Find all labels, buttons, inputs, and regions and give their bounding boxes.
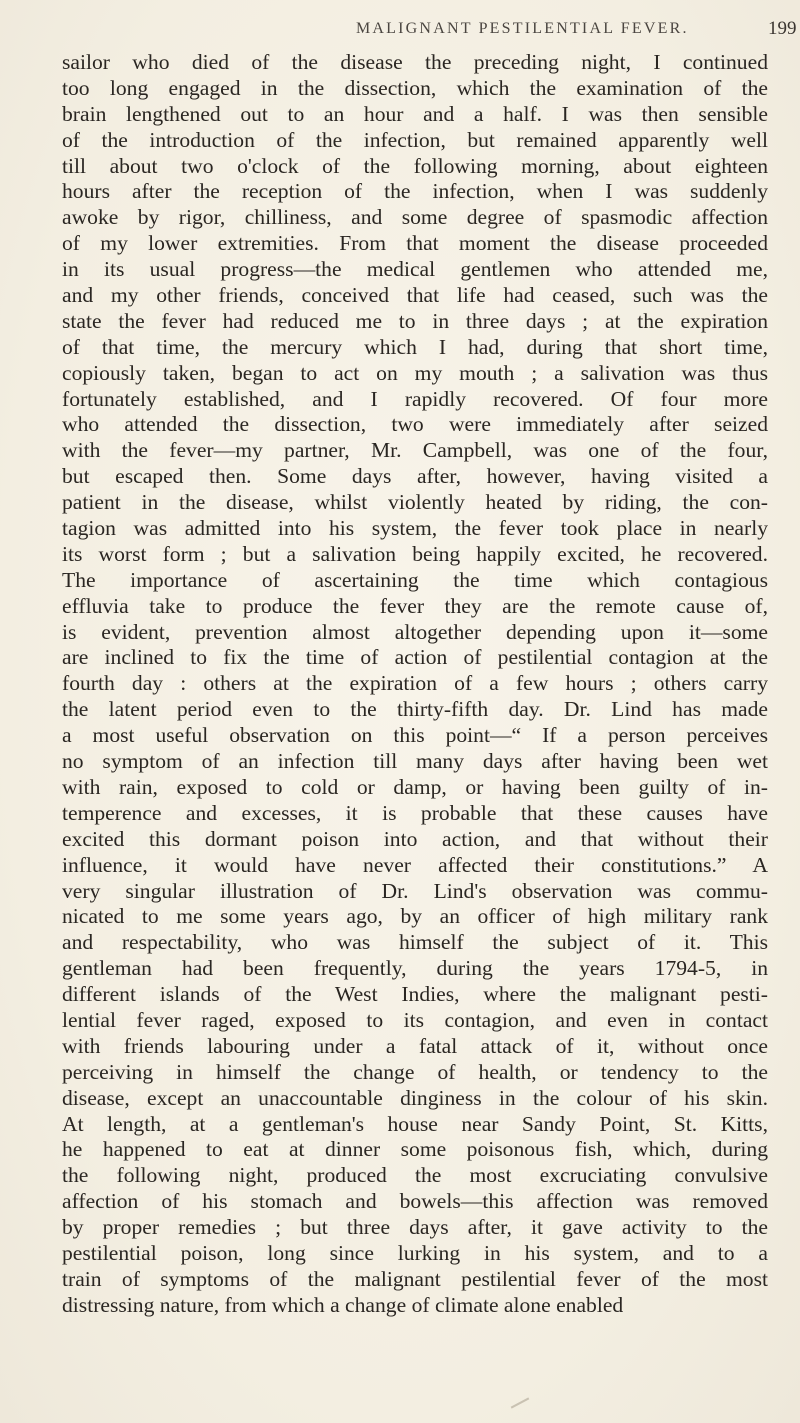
text-line: but escaped then. Some days after, however, having visited a bbox=[62, 464, 768, 489]
text-line: with friends labouring under a fatal attack of it, without once bbox=[62, 1033, 768, 1058]
text-line: is evident, prevention almost altogether depending upon it—some bbox=[62, 619, 768, 644]
text-line: till about two o'clock of the following morning, about eighteen bbox=[62, 153, 768, 178]
text-line: he happened to eat at dinner some poisonous fish, which, during bbox=[62, 1137, 768, 1162]
text-line: pestilential poison, long since lurking in his system, and to a bbox=[62, 1240, 768, 1265]
text-line: hours after the reception of the infection, when I was suddenly bbox=[62, 179, 768, 204]
text-line: of the introduction of the infection, but remained apparently well bbox=[62, 127, 768, 152]
text-line: too long engaged in the dissection, which the examination of the bbox=[62, 75, 768, 100]
text-line: are inclined to fix the time of action of pestilential contagion at the bbox=[62, 645, 768, 670]
page-number: 199 bbox=[768, 18, 797, 39]
text-line: effluvia take to produce the fever they are the remote cause of, bbox=[62, 593, 768, 618]
text-line: affection of his stomach and bowels—this affection was removed bbox=[62, 1189, 768, 1214]
text-line: tagion was admitted into his system, the fever took place in nearly bbox=[62, 516, 768, 541]
text-line: distressing nature, from which a change of climate alone enabled bbox=[62, 1292, 624, 1317]
text-line: awoke by rigor, chilliness, and some degree of spasmodic affection bbox=[62, 205, 768, 230]
text-line: lential fever raged, exposed to its contagion, and even in contact bbox=[62, 1007, 768, 1032]
text-line: in its usual progress—the medical gentlemen who attended me, bbox=[62, 257, 768, 282]
text-line: gentleman had been frequently, during the years 1794-5, in bbox=[62, 956, 768, 981]
text-line: patient in the disease, whilst violently heated by riding, the con- bbox=[62, 490, 768, 515]
running-head: MALIGNANT PESTILENTIAL FEVER. bbox=[356, 20, 689, 37]
text-line: very singular illustration of Dr. Lind's observation was commu- bbox=[62, 878, 768, 903]
text-line: perceiving in himself the change of health, or tendency to the bbox=[62, 1059, 768, 1084]
text-line: state the fever had reduced me to in three days ; at the expiration bbox=[62, 308, 768, 333]
text-line: nicated to me some years ago, by an officer of high military rank bbox=[62, 904, 768, 929]
text-line: who attended the dissection, two were immediately after seized bbox=[62, 412, 768, 437]
text-line: disease, except an unaccountable dinginess in the colour of his skin. bbox=[62, 1085, 768, 1110]
text-line: different islands of the West Indies, where the malignant pesti- bbox=[62, 982, 768, 1007]
text-line: copiously taken, began to act on my mouth ; a salivation was thus bbox=[62, 360, 768, 385]
text-line: and respectability, who was himself the subject of it. This bbox=[62, 930, 768, 955]
text-line: of my lower extremities. From that moment the disease proceeded bbox=[62, 231, 768, 256]
text-line: the latent period even to the thirty-fifth day. Dr. Lind has made bbox=[62, 697, 768, 722]
text-line: with the fever—my partner, Mr. Campbell, was one of the four, bbox=[62, 438, 768, 463]
text-line: brain lengthened out to an hour and a half. I was then sensible bbox=[62, 101, 768, 126]
text-line: and my other friends, conceived that life had ceased, such was the bbox=[62, 283, 768, 308]
text-line: no symptom of an infection till many days after having been wet bbox=[62, 749, 768, 774]
text-line: sailor who died of the disease the preceding night, I continued bbox=[62, 50, 768, 74]
text-line: fourth day : others at the expiration of a few hours ; others carry bbox=[62, 671, 768, 696]
text-line: The importance of ascertaining the time which contagious bbox=[62, 567, 768, 592]
text-line: fortunately established, and I rapidly recovered. Of four more bbox=[62, 386, 768, 411]
text-line: temperence and excesses, it is probable that these causes have bbox=[62, 800, 768, 825]
text-line: a most useful observation on this point—“ If a person perceives bbox=[62, 723, 768, 748]
text-line: the following night, produced the most excruciating convulsive bbox=[62, 1163, 768, 1188]
text-line: with rain, exposed to cold or damp, or having been guilty of in- bbox=[62, 774, 768, 799]
text-line: of that time, the mercury which I had, during that short time, bbox=[62, 334, 768, 359]
margin-mark bbox=[511, 1397, 530, 1408]
text-line: excited this dormant poison into action, and that without their bbox=[62, 826, 768, 851]
page-header bbox=[62, 14, 800, 48]
text-line: by proper remedies ; but three days after, it gave activity to the bbox=[62, 1215, 768, 1240]
text-line: influence, it would have never affected their constitutions.” A bbox=[62, 852, 768, 877]
text-line: its worst form ; but a salivation being happily excited, he recovered. bbox=[62, 541, 768, 566]
text-line: train of symptoms of the malignant pestilential fever of the most bbox=[62, 1266, 768, 1291]
body-text bbox=[62, 50, 768, 1319]
text-line: At length, at a gentleman's house near Sandy Point, St. Kitts, bbox=[62, 1111, 768, 1136]
